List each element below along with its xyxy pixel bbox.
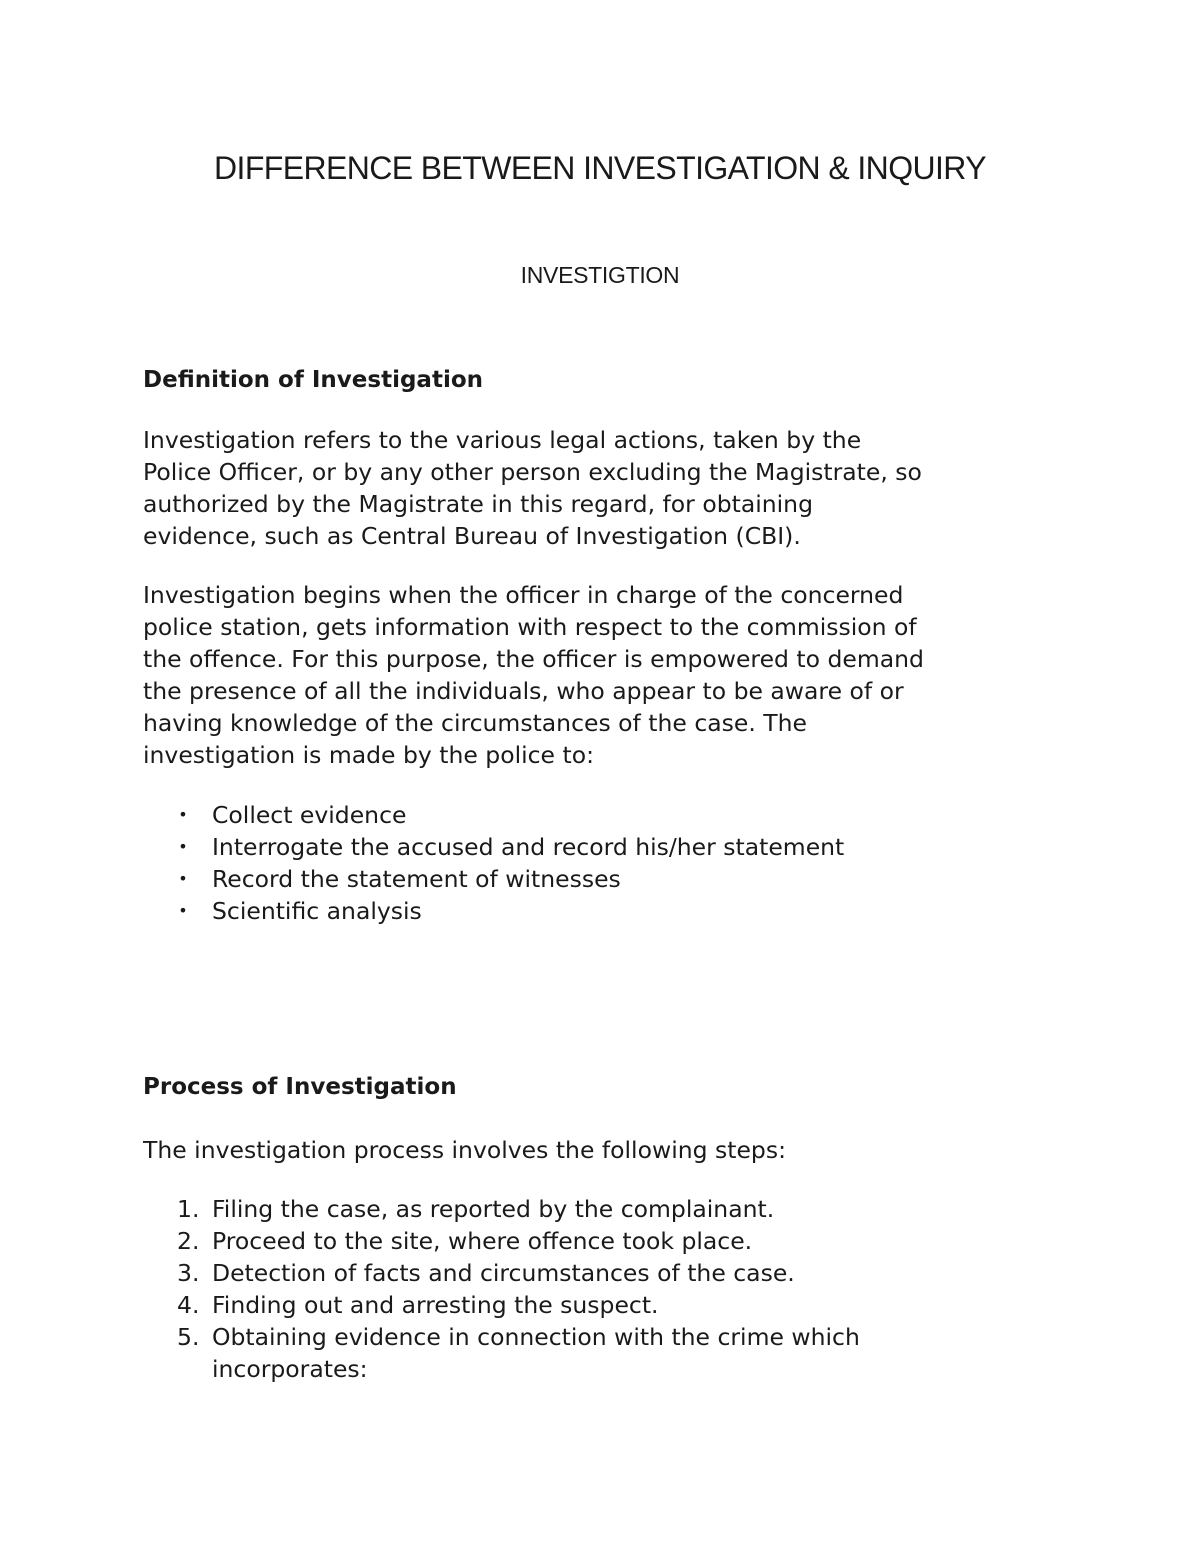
paragraph-line: authorized by the Magistrate in this regard, for obtaining: [143, 490, 813, 518]
document-title: DIFFERENCE BETWEEN INVESTIGATION & INQUIRY: [214, 150, 986, 186]
bullet-icon: •: [178, 837, 188, 856]
list-item-text: Finding out and arresting the suspect.: [212, 1291, 659, 1319]
list-item: [143, 1289, 860, 1321]
list-item: [143, 799, 844, 831]
step-number: 4.: [177, 1291, 200, 1319]
investigation-purpose-list: [143, 799, 844, 927]
paragraph-line: having knowledge of the circumstances of the case. The: [143, 709, 807, 737]
list-item: [143, 1321, 860, 1385]
list-item-text: Filing the case, as reported by the complainant.: [212, 1195, 775, 1223]
process-steps-list: [143, 1193, 860, 1385]
paragraph-line: Investigation begins when the officer in charge of the concerned: [143, 581, 904, 609]
list-item-text: Interrogate the accused and record his/her statement: [212, 833, 845, 861]
bullet-icon: •: [178, 805, 188, 824]
paragraph-line: evidence, such as Central Bureau of Investigation (CBI).: [143, 522, 801, 550]
list-item-text: Collect evidence: [212, 801, 407, 829]
step-number: 5.: [177, 1323, 200, 1351]
list-item-text-continuation: incorporates:: [212, 1355, 368, 1383]
definition-heading: Definition of Investigation: [143, 367, 484, 393]
list-item: [143, 1257, 860, 1289]
paragraph-line: Investigation refers to the various legal actions, taken by the: [143, 426, 862, 454]
list-item-text: Obtaining evidence in connection with the crime which: [212, 1323, 860, 1351]
paragraph-line: investigation is made by the police to:: [143, 741, 594, 769]
bullet-icon: •: [178, 869, 188, 888]
list-item-text: Detection of facts and circumstances of the case.: [212, 1259, 795, 1287]
step-number: 3.: [177, 1259, 200, 1287]
list-item: [143, 1193, 860, 1225]
step-number: 1.: [177, 1195, 200, 1223]
list-item-text: Record the statement of witnesses: [212, 865, 621, 893]
list-item: [143, 1225, 860, 1257]
paragraph-line: the presence of all the individuals, who appear to be aware of or: [143, 677, 904, 705]
list-item: [143, 863, 844, 895]
section-title: INVESTIGTION: [520, 262, 680, 288]
paragraph-line: police station, gets information with respect to the commission of: [143, 613, 917, 641]
paragraph-line: Police Officer, or by any other person excluding the Magistrate, so: [143, 458, 922, 486]
bullet-icon: •: [178, 901, 188, 920]
list-item-text: Proceed to the site, where offence took place.: [212, 1227, 753, 1255]
process-intro: The investigation process involves the following steps:: [143, 1136, 786, 1164]
list-item: [143, 831, 844, 863]
definition-paragraph-2: [143, 579, 1083, 771]
step-number: 2.: [177, 1227, 200, 1255]
definition-paragraph-1: [143, 424, 1083, 552]
paragraph-line: the offence. For this purpose, the officer is empowered to demand: [143, 645, 924, 673]
process-heading: Process of Investigation: [143, 1074, 457, 1100]
list-item-text: Scientific analysis: [212, 897, 422, 925]
list-item: [143, 895, 844, 927]
